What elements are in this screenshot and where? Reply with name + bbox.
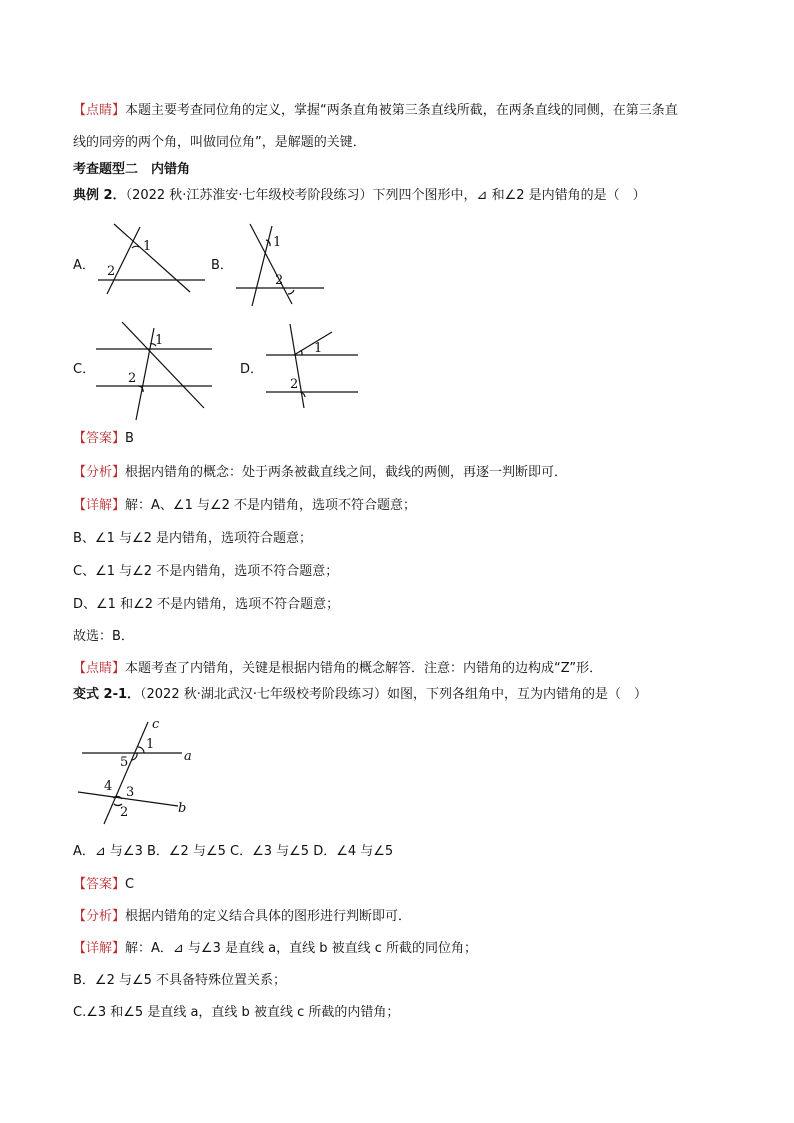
example2-detail-5: 故选：B． [73,629,134,644]
variant21-angle-5: 5 [120,755,129,770]
figure-d-arc-1 [301,350,302,355]
variant21-prefix: 变式 2-1． [73,687,141,702]
answer-value-2: C [125,877,135,892]
variant21-detail-1 [73,940,477,958]
figure-b-transversal-2 [252,226,272,306]
dianjing-line-2: 线的同旁的两个角，叫做同位角”，是解题的关键． [73,135,366,150]
figure-d-angle-2: 2 [290,377,299,392]
figure-b-angle-1: 1 [273,235,282,250]
analysis-text-2: 根据内错角的定义结合具体的图形进行判断即可． [125,909,412,924]
example2-stem [73,187,646,205]
detail-tag-2: 【详解】 [73,941,126,956]
figure-c-angle-2: 2 [128,371,137,386]
analysis-tag: 【分析】 [73,465,126,480]
example2-question: （2022 秋·江苏淮安·七年级校考阶段练习）下列四个图形中，⊿ 和∠2 是内错角的是（ ） [125,188,646,203]
figure-d [262,322,362,408]
section-title: 考查题型二 内错角 [73,162,191,177]
variant21-analysis [73,908,411,926]
example2-dianjing [73,660,602,678]
figure-d-angle-1: 1 [314,341,323,356]
figure-c-transversal-2 [136,328,154,420]
dianjing-text-1: 本题主要考查同位角的定义，掌握“两条直角被第三条直线所截，在两条直线的同侧，在第三条直 [125,103,678,118]
answer-tag: 【答案】 [73,431,126,446]
variant21-detail-2: B．∠2 与∠5 不具备特殊位置关系； [73,973,287,988]
answer-tag-2: 【答案】 [73,877,126,892]
figure-c-angle-1: 1 [155,333,164,348]
variant21-detail-text-1: 解：A．⊿ 与∠3 是直线 a，直线 b 被直线 c 所截的同位角； [125,941,478,956]
detail-tag: 【详解】 [73,498,126,513]
figure-a-angle-2: 2 [107,264,116,279]
figure-b-transversal-1 [250,224,292,304]
variant21-arc-1 [138,747,144,753]
variant21-label-a: a [184,749,192,764]
variant21-angle-1: 1 [146,737,155,752]
example2-prefix: 典例 2． [73,188,126,203]
example2-analysis [73,464,567,482]
dianjing-tag: 【点睛】 [73,103,126,118]
variant21-answer [73,876,134,894]
example2-detail-4: D、∠1 和∠2 不是内错角，选项不符合题意； [73,597,340,612]
variant21-detail-3: C.∠3 和∠5 是直线 a，直线 b 被直线 c 所截的内错角； [73,1005,400,1020]
variant21-angle-2: 2 [120,805,129,820]
variant21-figure [74,716,204,826]
example2-answer [73,430,134,448]
figure-d-ray [294,332,332,355]
variant21-stem [73,686,647,704]
dianjing-text-2: 本题考查了内错角，关键是根据内错角的概念解答．注意：内错角的边构成“Z”形． [125,661,603,676]
analysis-text: 根据内错角的概念：处于两条被截直线之间，截线的两侧，再逐一判断即可． [125,465,568,480]
analysis-tag-2: 【分析】 [73,909,126,924]
variant21-angle-3: 3 [126,785,135,800]
dianjing-tag-2: 【点睛】 [73,661,126,676]
variant21-angle-4: 4 [104,779,113,794]
option-b-label: B． [211,258,233,273]
variant21-label-c: c [152,717,160,732]
figure-b [232,222,332,308]
figure-b-angle-2: 2 [275,273,284,288]
figure-a [92,222,212,294]
example2-detail-2: B、∠1 与∠2 是内错角，选项符合题意； [73,531,313,546]
variant21-question: （2022 秋·湖北武汉·七年级校考阶段练习）如图，下列各组角中，互为内错角的是（ ） [140,687,647,702]
variant21-options: A．⊿ 与∠3 B．∠2 与∠5 C．∠3 与∠5 D．∠4 与∠5 [73,844,394,859]
example2-detail-1 [73,497,416,515]
variant21-label-b: b [178,801,187,816]
option-c-label: C． [73,362,96,377]
figure-a-angle-1: 1 [143,239,152,254]
option-a-label: A． [73,258,95,273]
example2-detail-3: C、∠1 与∠2 不是内错角，选项不符合题意； [73,564,339,579]
dianjing-line-1 [73,102,678,120]
detail-text-1: 解：A、∠1 与∠2 不是内错角，选项不符合题意； [125,498,417,513]
option-d-label: D． [240,362,264,377]
figure-c [94,320,214,410]
figure-d-transversal [290,324,304,408]
figure-a-arc-1 [132,246,139,248]
answer-value: B [125,431,134,446]
figure-b-arc-2 [288,290,294,294]
figure-a-transversal-2 [107,227,140,294]
